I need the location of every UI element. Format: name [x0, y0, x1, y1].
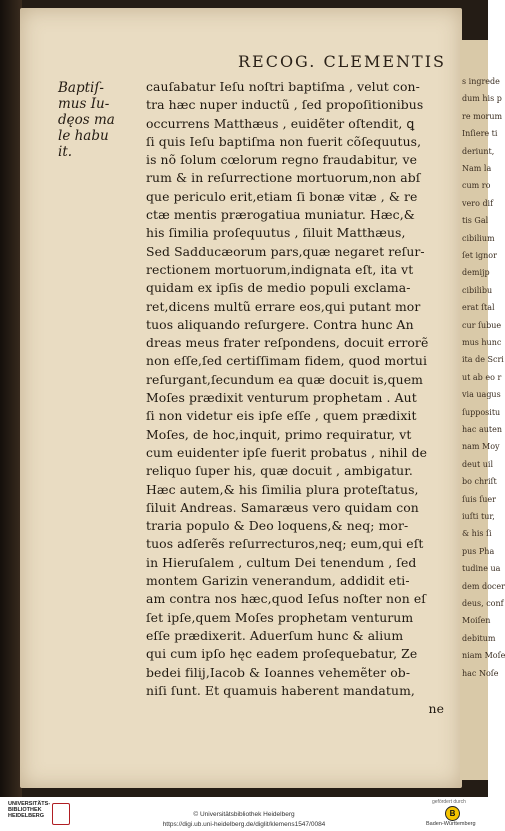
text-line: Sed Sadducæorum pars,quæ negaret reſur-	[146, 243, 425, 259]
facing-page-fragment: ita de Scri	[462, 355, 504, 365]
facing-page-fragment: Nam la	[462, 164, 492, 173]
text-line: traria populo & Deo loquens,& neq; mor-	[146, 518, 409, 534]
library-name-line: HEIDELBERG	[8, 813, 45, 819]
facing-page-fragment: bo chriſt	[462, 477, 497, 487]
viewer-footer	[0, 797, 488, 831]
text-line: ſi quis Ieſu baptiſma non fuerit cõſequutus,	[146, 133, 422, 149]
text-line: am contra nos hæc,quod Ieſus noſter non eſ	[146, 591, 426, 607]
library-name-line: BIBLIOTHEK	[8, 807, 42, 813]
text-line: his ſimilia proſequutus , ſiluit Matthæus,	[146, 225, 406, 241]
facing-page-fragment: hac Noſe	[462, 668, 499, 678]
facing-page-edge	[460, 40, 505, 780]
text-line: non eſſe,ſed certiſſimam fidem, quod mortui	[146, 353, 428, 369]
facing-page-fragment: demijp	[462, 268, 490, 278]
facing-page-fragment: mus hunc	[462, 338, 502, 347]
baden-wuerttemberg-logo-icon: B	[445, 806, 460, 821]
text-line: cauſabatur Ieſu noſtri baptiſma , velut con-	[146, 79, 420, 94]
text-line: ret,dicens multũ errare eos,qui putant mor	[146, 298, 421, 314]
text-line: Hæc autem,& his ſimilia plura proteſtatus,	[146, 481, 419, 497]
facing-page-fragment: pus Pha	[462, 546, 495, 556]
facing-page-fragment: niam Moſe	[462, 651, 505, 661]
facing-page-fragment: ſuis ſuer	[462, 494, 496, 504]
text-line: ctæ mentis prærogatiua muniatur. Hæc,&	[146, 207, 415, 223]
facing-page-fragment: cibilium	[462, 233, 495, 243]
text-line: bedei filij,Iacob & Ioannes vehemẽter ob-	[146, 664, 411, 680]
library-name-line: UNIVERSITÄTS-	[8, 801, 51, 807]
text-line: Moſes prædixit venturum prophetam . Aut	[146, 390, 417, 406]
text-line: rectionem mortuorum,indignata eſt, ita vt	[146, 261, 414, 277]
facing-page-fragment: Moiſen	[462, 616, 491, 626]
book-binding-edge	[0, 0, 22, 797]
sponsor-name: Baden-Württemberg	[426, 821, 476, 827]
text-line: que periculo erit,etiam ſi bonæ vitæ , & re	[146, 188, 418, 204]
marginal-note	[58, 80, 148, 160]
facing-page-fragment: ſuppositu	[462, 407, 501, 417]
text-line: tra hæc nuper inductũ , ſed propoſitionibus	[146, 97, 424, 113]
facing-page-fragment: tudine ua	[462, 564, 501, 574]
facing-page-fragment: cum ro	[462, 181, 491, 191]
copyright-notice: © Universitätsbibliothek Heidelberg	[193, 811, 295, 818]
facing-page-fragment: deus, conf	[462, 599, 504, 608]
marginal-note-line: Baptiſ-	[58, 80, 104, 96]
facing-page-fragment: & his ſi	[462, 529, 492, 539]
marginal-note-line: mus Iu-	[58, 96, 110, 112]
text-line: ſiluit Andreas. Samaræus vero quidam con	[146, 499, 419, 515]
facing-page-fragment: cibilibu	[462, 285, 493, 295]
facing-page-fragment: debitum	[462, 633, 496, 643]
text-line: tuos aliquando reſurgere. Contra hunc An	[146, 316, 414, 332]
text-line: dreas meus frater reſpondens, docuit errorẽ	[146, 335, 429, 351]
text-line: niſi ſunt. Et quamuis haberent mandatum,	[146, 682, 415, 698]
facing-page-fragment: re morum	[462, 111, 503, 121]
body-text	[146, 78, 448, 718]
facing-page-fragment: s ingrede	[462, 77, 500, 86]
facing-page-fragment: dem docer	[462, 581, 505, 591]
facing-page-fragment: vero dif	[462, 198, 494, 208]
text-line: qui cum ipſo hęc eadem proſequebatur, Ze	[146, 646, 418, 662]
running-header: RECOG. CLEMENTIS	[237, 52, 446, 71]
facing-page-fragment: deut uil	[462, 459, 494, 469]
text-line: occurrens Matthæus , euidẽter oſtendit, ꝗ	[146, 115, 415, 131]
facing-page-fragment: ſet ignor	[462, 251, 497, 260]
text-line: reſurgant,ſecundum ea quæ docuit is,quem	[146, 371, 423, 387]
text-line: quidam ex ipſis de medio populi exclama-	[146, 280, 411, 296]
text-line: cum euidenter ipſe fuerit probatus , nihil de	[146, 444, 428, 460]
facing-page-fragment: tis Gal	[462, 216, 489, 226]
text-line: eſſe prædixerit. Aduerſum hunc & alium	[146, 627, 404, 643]
facing-page-fragment: nam Moy	[462, 442, 500, 452]
facing-page-fragment: deriunt,	[462, 146, 495, 156]
marginal-note-line: le habu	[58, 128, 109, 144]
text-line: montem Garizin venerandum, addidit eti-	[146, 573, 410, 589]
facing-page-fragment: Inſiere ti	[462, 129, 498, 139]
facing-page-fragment: ut ab eo r	[462, 372, 502, 382]
facing-page-fragment: iuſti tur,	[462, 512, 495, 521]
text-line: is nõ ſolum cœlorum regno fraudabitur, ve	[146, 152, 418, 168]
text-line: ſi non videtur eis ipſe eſſe , quem prædixit	[146, 408, 417, 424]
page-url-link[interactable]: https://digi.ub.uni-heidelberg.de/diglit/klemens1547/0084	[162, 821, 326, 828]
text-line: Moſes, de hoc,inquit, primo requiratur, vt	[146, 426, 412, 442]
marginal-note-line: it.	[58, 144, 73, 160]
text-line: rum & in reſurrectione mortuorum,non abſ	[146, 170, 421, 186]
facing-page-fragment: hac auten	[462, 425, 502, 434]
text-line: in Hieruſalem , cultum Dei tenendum , ſed	[146, 554, 417, 570]
text-line: tuos adſerẽs reſurrecturos,neq; eum,qui eſt	[146, 536, 424, 552]
sponsor-label: gefördert durch	[432, 799, 466, 805]
text-line: reliquo ſuper his, quæ docuit , ambigatur.	[146, 463, 413, 479]
text-line: ſet ipſe,quem Moſes prophetam venturum	[146, 609, 414, 625]
marginal-note-line: dęos ma	[58, 112, 115, 128]
facing-page-fragment: erat ſtal	[462, 303, 495, 313]
facing-page-fragment: dum his p	[462, 94, 502, 104]
text-line: ne	[428, 701, 444, 717]
facing-page-fragment: cur ſubue	[462, 320, 502, 330]
facing-page-fragment: via uagus	[462, 390, 501, 400]
